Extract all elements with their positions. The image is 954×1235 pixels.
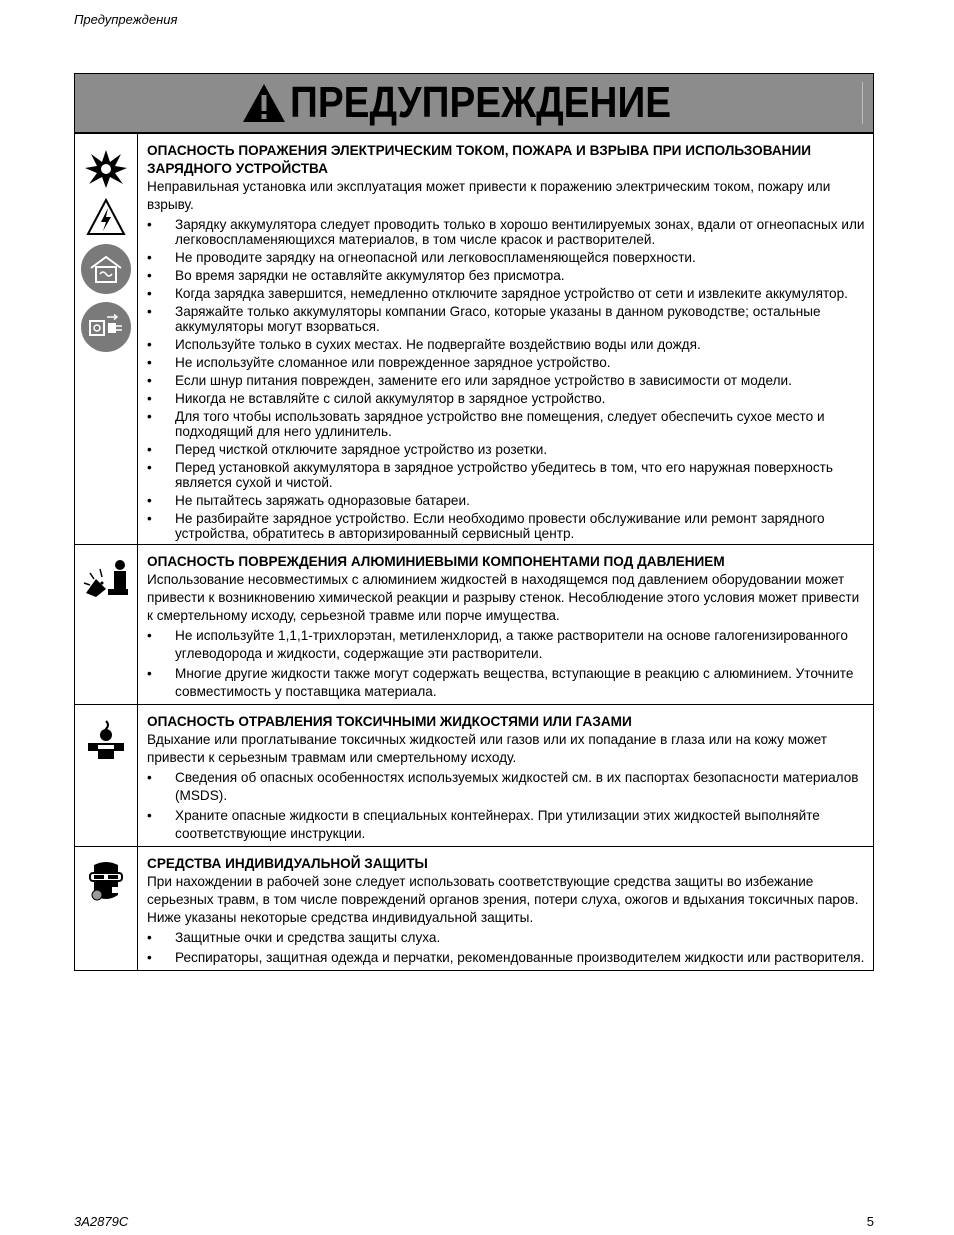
bullet-item: • Сведения об опасных особенностях используемых жидкостей см. в их паспортах безопасности материалов (MSDS).	[147, 769, 865, 805]
section-electric-fire	[75, 133, 873, 544]
section-ppe	[75, 846, 873, 970]
warning-title: ПРЕДУПРЕЖДЕНИЕ	[290, 78, 672, 127]
bullet-item: • Используйте только в сухих местах. Не подвергайте воздействию воды или дождя.	[147, 337, 865, 352]
explosion-icon	[83, 148, 129, 190]
section-title: СРЕДСТВА ИНДИВИДУАЛЬНОЙ ЗАЩИТЫ	[147, 856, 428, 871]
section-text	[138, 705, 873, 846]
running-head: Предупреждения	[74, 12, 178, 27]
section-text	[138, 847, 873, 970]
section-text	[138, 134, 873, 544]
section-intro: Использование несовместимых с алюминием жидкостей в находящемся под давлением оборудовании может привести к возникновению химической реакции и разрыву стенок. Несоблюдение этого условия может привести к смертельному исходу, серьезной травме или порче имущества.	[147, 572, 860, 623]
icon-column	[75, 705, 138, 846]
doc-number: 3A2879C	[74, 1214, 129, 1229]
toxic-fumes-icon	[84, 719, 128, 759]
bullet-item: • Перед чисткой отключите зарядное устройство из розетки.	[147, 442, 865, 457]
bullet-item: • Не используйте 1,1,1-трихлорэтан, метиленхлорид, а также растворители на основе галогенизированного углеводорода и жидкости, содержащие эти растворители.	[147, 627, 865, 663]
ventilation-icon	[81, 244, 131, 294]
bullet-item: • Не пытайтесь заряжать одноразовые батареи.	[147, 493, 865, 508]
section-title: ОПАСНОСТЬ ПОВРЕЖДЕНИЯ АЛЮМИНИЕВЫМИ КОМПОНЕНТАМИ ПОД ДАВЛЕНИЕМ	[147, 554, 725, 569]
icon-column	[75, 545, 138, 704]
bullet-item: • Респираторы, защитная одежда и перчатки, рекомендованные производителем жидкости или растворителя.	[147, 949, 865, 967]
bullet-item: • Во время зарядки не оставляйте аккумулятор без присмотра.	[147, 268, 865, 283]
bullet-item: • Когда зарядка завершится, немедленно отключите зарядное устройство от сети и извлеките аккумулятор.	[147, 286, 865, 301]
section-intro: Неправильная установка или эксплуатация может привести к поражению электрическим током, пожару или взрыву.	[147, 179, 831, 212]
electric-shock-icon	[86, 198, 126, 236]
bullet-list	[147, 627, 865, 701]
protective-equipment-icon	[86, 861, 126, 905]
bullet-item: • Не проводите зарядку на огнеопасной или легковоспламеняющейся поверхности.	[147, 250, 865, 265]
bullet-item: • Защитные очки и средства защиты слуха.	[147, 929, 865, 947]
bullet-item: • Не разбирайте зарядное устройство. Если необходимо провести обслуживание или ремонт зарядного устройства, обратитесь в авторизированный сервисный центр.	[147, 511, 865, 541]
section-intro: Вдыхание или проглатывание токсичных жидкостей или газов или их попадание в глаза или на кожу может привести к серьезным травмам или смертельному исходу.	[147, 732, 827, 765]
bullet-item: • Заряжайте только аккумуляторы компании Graco, которые указаны в данном руководстве; остальные аккумуляторы могут взорваться.	[147, 304, 865, 334]
section-aluminum-pressure	[75, 544, 873, 704]
section-intro: При нахождении в рабочей зоне следует использовать соответствующие средства защиты во избежание серьезных травм, в том числе повреждений органов зрения, потери слуха, ожогов и вдыхания токсичных паров. Ниже указаны некоторые средства индивидуальной защиты.	[147, 874, 859, 925]
bullet-item: • Храните опасные жидкости в специальных контейнерах. При утилизации этих жидкостей выполняйте соответствующие инструкции.	[147, 807, 865, 843]
bullet-list	[147, 929, 865, 967]
bullet-item: • Зарядку аккумулятора следует проводить только в хорошо вентилируемых зонах, вдали от огнеопасных или легковоспламеняющихся материалов, в том числе красок и растворителей.	[147, 217, 865, 247]
pressurized-aluminum-icon	[82, 559, 130, 599]
icon-column	[75, 134, 138, 544]
section-toxic	[75, 704, 873, 846]
section-title: ОПАСНОСТЬ ПОРАЖЕНИЯ ЭЛЕКТРИЧЕСКИМ ТОКОМ, ПОЖАРА И ВЗРЫВА ПРИ ИСПОЛЬЗОВАНИИ ЗАРЯДНОГО УСТРОЙСТВА	[147, 143, 812, 176]
section-title: ОПАСНОСТЬ ОТРАВЛЕНИЯ ТОКСИЧНЫМИ ЖИДКОСТЯМИ ИЛИ ГАЗАМИ	[147, 714, 632, 729]
bullet-item: • Если шнур питания поврежден, замените его или зарядное устройство в зависимости от модели.	[147, 373, 865, 388]
bullet-list	[147, 217, 865, 541]
bullet-item: • Многие другие жидкости также могут содержать вещества, вступающие в реакцию с алюминием. Уточните совместимость у поставщика материала.	[147, 665, 865, 701]
bullet-item: • Перед установкой аккумулятора в зарядное устройство убедитесь в том, что его наружная поверхность является сухой и чистой.	[147, 460, 865, 490]
warning-triangle-icon	[242, 83, 286, 123]
warning-box	[74, 73, 874, 971]
bullet-item: • Никогда не вставляйте с силой аккумулятор в зарядное устройство.	[147, 391, 865, 406]
section-text	[138, 545, 873, 704]
bullet-item: • Для того чтобы использовать зарядное устройство вне помещения, следует обеспечить сухое место и подходящий для него удлинитель.	[147, 409, 865, 439]
icon-column	[75, 847, 138, 970]
bullet-item: • Не используйте сломанное или поврежденное зарядное устройство.	[147, 355, 865, 370]
unplug-icon	[81, 302, 131, 352]
warning-header	[75, 74, 873, 133]
bullet-list	[147, 769, 865, 843]
page-number: 5	[866, 1214, 874, 1229]
